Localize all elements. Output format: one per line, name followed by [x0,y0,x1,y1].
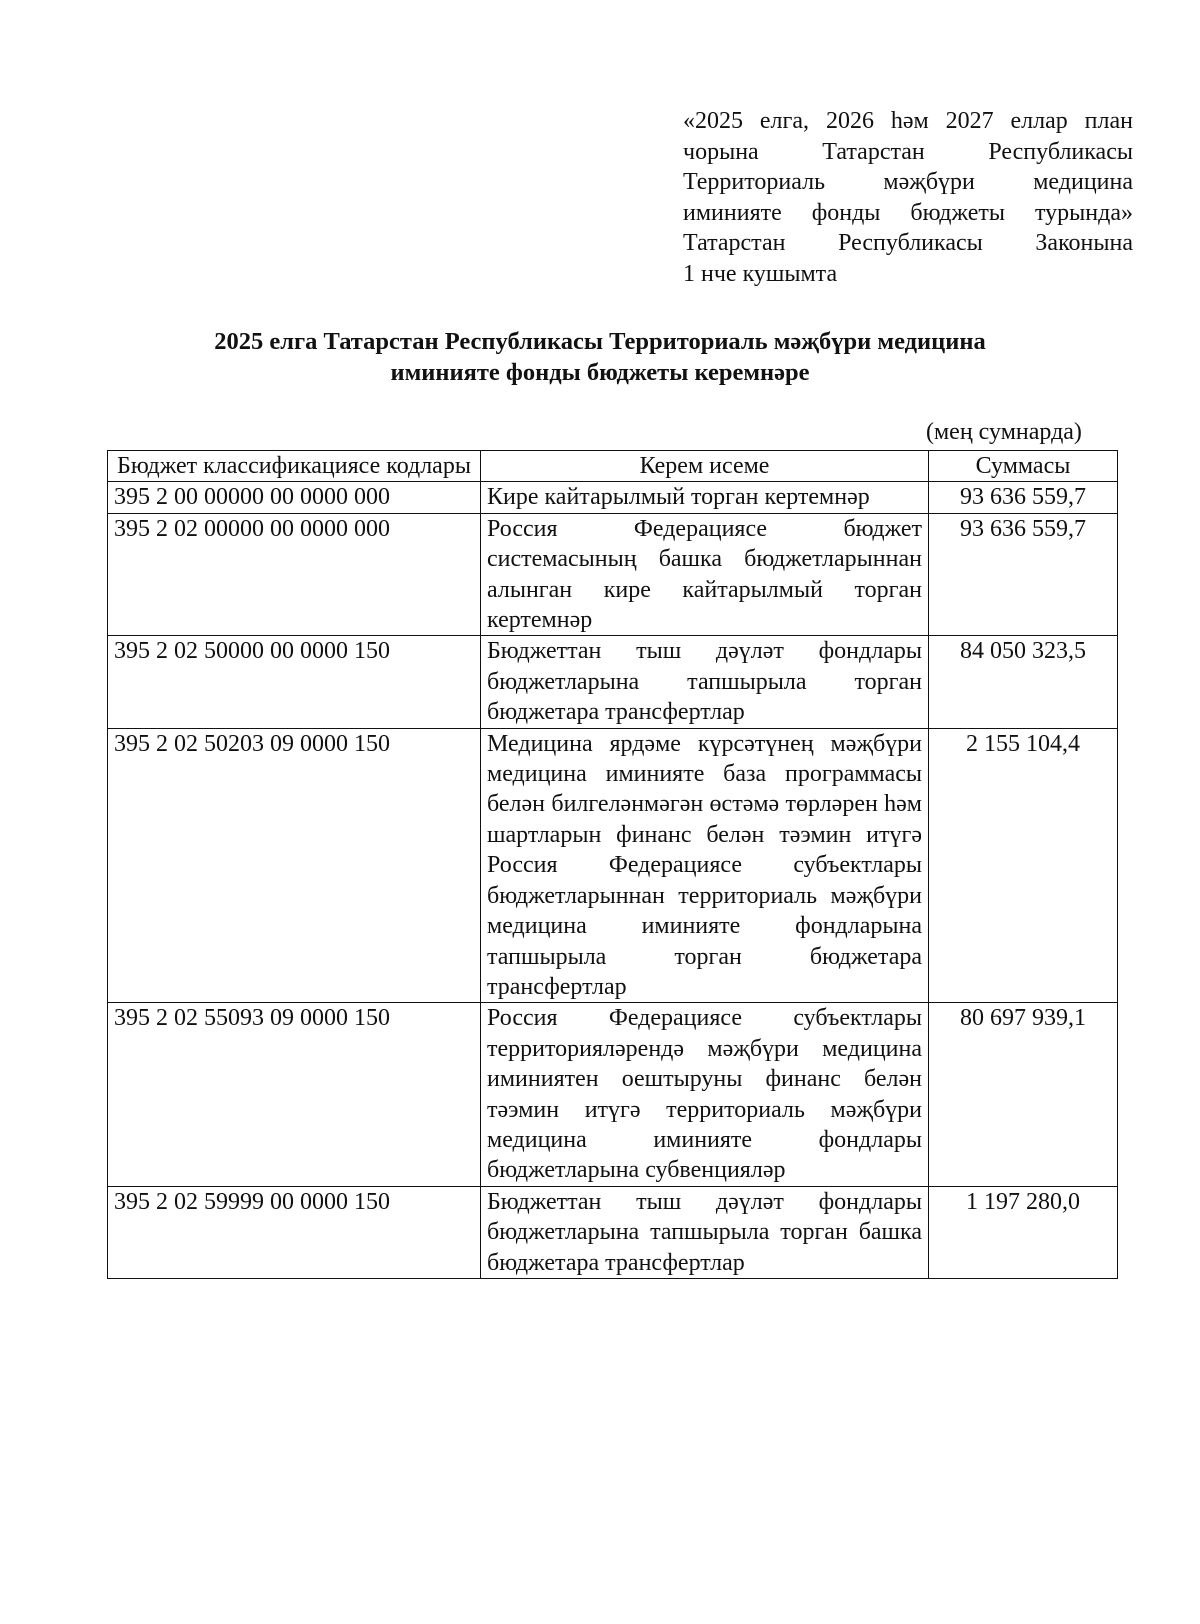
document-title [0,326,1200,388]
row-amount: 84 050 323,5 [929,636,1118,728]
table-row [108,482,1118,513]
appendix-note-line: иминияте фонды бюджеты турында» [683,199,1133,226]
appendix-note-line: Территориаль мәҗбүри медицина [683,169,1133,196]
row-code: 395 2 02 59999 00 0000 150 [108,1186,481,1278]
row-amount: 93 636 559,7 [929,513,1118,636]
row-code: 395 2 00 00000 00 0000 000 [108,482,481,513]
header-code: Бюджет классификациясе кодлары [108,451,481,482]
row-code: 395 2 02 50203 09 0000 150 [108,728,481,1003]
row-name: Медицина ярдәме күрсәтүнең мәҗбүри медицина иминияте база программасы белән билгеләнмәгән өстәмә төрләрен һәм шартларын финанс белән тәэмин итүгә Россия Федерациясе субъектлары бюджетларыннан территориаль мәҗбүри медицина иминияте фондларына тапшырыла торган бюджетара трансфертлар [481,728,929,1003]
row-code: 395 2 02 55093 09 0000 150 [108,1003,481,1186]
units-note: (мең сумнарда) [926,419,1082,445]
row-name: Бюджеттан тыш дәүләт фондлары бюджетларына тапшырыла торган башка бюджетара трансфертлар [481,1186,929,1278]
row-code: 395 2 02 50000 00 0000 150 [108,636,481,728]
row-name: Россия Федерациясе субъектлары территорияләрендә мәҗбүри медицина иминиятен оештыруны финанс белән тәэмин итүгә территориаль мәҗбүри медицина иминияте фондлары бюджетларына субвенцияләр [481,1003,929,1186]
header-amount: Суммасы [929,451,1118,482]
row-amount: 1 197 280,0 [929,1186,1118,1278]
table-row [108,728,1118,1003]
row-name: Россия Федерациясе бюджет системасының башка бюджетларыннан алынган кире кайтарылмый торган кертемнәр [481,513,929,636]
table-row [108,1003,1118,1186]
row-code: 395 2 02 00000 00 0000 000 [108,513,481,636]
revenue-table [107,450,1118,1279]
row-name: Кире кайтарылмый торган кертемнәр [481,482,929,513]
appendix-note [683,106,1133,290]
table-header-row [108,451,1118,482]
appendix-note-line: Татарстан Республикасы Законына [683,230,1133,257]
appendix-note-line: «2025 елга, 2026 һәм 2027 еллар план [683,108,1133,134]
row-amount: 80 697 939,1 [929,1003,1118,1186]
row-amount: 93 636 559,7 [929,482,1118,513]
appendix-note-line: 1 нче кушымта [683,260,838,287]
header-name: Керем исеме [481,451,929,482]
row-name: Бюджеттан тыш дәүләт фондлары бюджетларына тапшырыла торган бюджетара трансфертлар [481,636,929,728]
document-title-line-1: 2025 елга Татарстан Республикасы Территориаль мәҗбүри медицина [214,328,986,355]
table-row [108,1186,1118,1278]
document-title-line-2: иминияте фонды бюджеты керемнәре [390,359,810,386]
appendix-note-line: чорына Татарстан Республикасы [683,138,1133,165]
table-row [108,513,1118,636]
row-amount: 2 155 104,4 [929,728,1118,1003]
table-row [108,636,1118,728]
